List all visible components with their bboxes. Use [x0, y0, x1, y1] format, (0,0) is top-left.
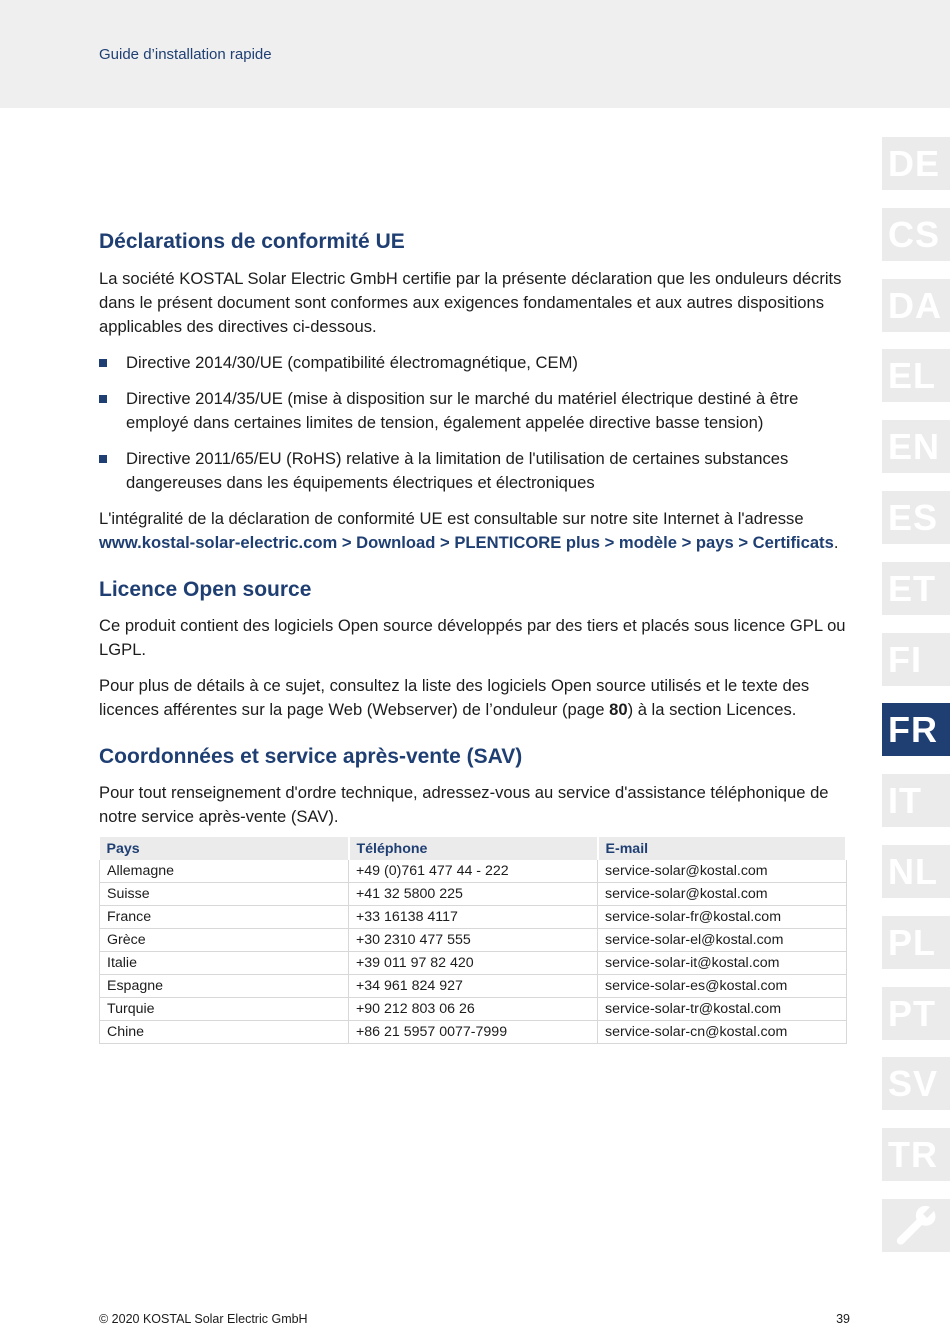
table-row — [100, 906, 847, 929]
email-cell[interactable]: service-solar-cn@kostal.com — [598, 1021, 847, 1044]
bullet-square-icon — [99, 395, 107, 403]
details-text: Pour plus de détails à ce sujet, consultez la liste des logiciels Open source utilisés et le texte des licences afférentes sur la page Web (Webserver) de l’onduleur (page — [99, 676, 810, 719]
document-title: Guide d’installation rapide — [99, 46, 272, 63]
list-item — [99, 387, 854, 435]
section-title-open-source: Licence Open source — [99, 578, 312, 601]
section-title-service: Coordonnées et service après-vente (SAV) — [99, 745, 523, 768]
phone-cell: +30 2310 477 555 — [349, 929, 598, 952]
page-number: 39 — [836, 1312, 850, 1326]
country-cell: Allemagne — [100, 860, 349, 883]
eu-declaration-outro — [99, 507, 854, 555]
footer-copyright: © 2020 KOSTAL Solar Electric GmbH — [99, 1312, 308, 1326]
country-cell: Turquie — [100, 998, 349, 1021]
email-cell[interactable]: service-solar-fr@kostal.com — [598, 906, 847, 929]
phone-cell: +86 21 5957 0077-7999 — [349, 1021, 598, 1044]
column-header-phone: Téléphone — [349, 837, 598, 860]
language-tab-nl[interactable]: NL — [882, 845, 950, 898]
open-source-paragraph: Ce produit contient des logiciels Open source développés par des tiers et placés sous licence GPL ou LGPL. — [99, 616, 846, 659]
language-tab-sv[interactable]: SV — [882, 1057, 950, 1110]
language-tab-it[interactable]: IT — [882, 774, 950, 827]
outro-text: L'intégralité de la déclaration de conformité UE est consultable sur notre site Internet à l'adresse — [99, 509, 804, 528]
country-cell: Grèce — [100, 929, 349, 952]
table-row — [100, 929, 847, 952]
directive-list — [99, 351, 854, 495]
phone-cell: +49 (0)761 477 44 - 222 — [349, 860, 598, 883]
email-cell[interactable]: service-solar-it@kostal.com — [598, 952, 847, 975]
phone-cell: +90 212 803 06 26 — [349, 998, 598, 1021]
language-tab-et[interactable]: ET — [882, 562, 950, 615]
language-tab-fi[interactable]: FI — [882, 633, 950, 686]
wrench-icon — [894, 1203, 938, 1247]
service-contact-table — [99, 837, 847, 1044]
language-tab-de[interactable]: DE — [882, 137, 950, 190]
table-row — [100, 975, 847, 998]
language-tab-pt[interactable]: PT — [882, 987, 950, 1040]
country-cell: Italie — [100, 952, 349, 975]
outro-suffix: . — [833, 533, 839, 552]
page-reference: 80 — [609, 700, 628, 719]
table-row — [100, 860, 847, 883]
phone-cell: +33 16138 4117 — [349, 906, 598, 929]
service-paragraph: Pour tout renseignement d'ordre technique, adressez-vous au service d'assistance téléphonique de notre service après-vente (SAV). — [99, 783, 829, 826]
email-cell[interactable]: service-solar-el@kostal.com — [598, 929, 847, 952]
language-tab-tools[interactable] — [882, 1199, 950, 1252]
main-content — [99, 228, 854, 1044]
phone-cell: +39 011 97 82 420 — [349, 952, 598, 975]
eu-declaration-intro: La société KOSTAL Solar Electric GmbH certifie par la présente déclaration que les onduleurs décrits dans le présent document sont conformes aux exigences fondamentales et aux autres dispositions applicables des directives ci-dessous. — [99, 269, 842, 336]
directive-text: Directive 2014/30/UE (compatibilité électromagnétique, CEM) — [126, 353, 578, 372]
certificates-link[interactable]: www.kostal-solar-electric.com > Download > PLENTICORE plus > modèle > pays > Certificats — [99, 533, 834, 552]
table-row — [100, 883, 847, 906]
email-cell[interactable]: service-solar-es@kostal.com — [598, 975, 847, 998]
directive-text: Directive 2014/35/UE (mise à disposition sur le marché du matériel électrique destiné à être employé dans certaines limites de tension, également appelée directive basse tension) — [126, 389, 799, 432]
section-title-eu-declarations: Déclarations de conformité UE — [99, 230, 405, 253]
language-tab-el[interactable]: EL — [882, 349, 950, 402]
details-suffix: ) à la section Licences. — [627, 700, 797, 719]
language-tab-tr[interactable]: TR — [882, 1128, 950, 1181]
language-tabs — [882, 137, 950, 1270]
email-cell[interactable]: service-solar-tr@kostal.com — [598, 998, 847, 1021]
email-cell[interactable]: service-solar@kostal.com — [598, 883, 847, 906]
table-header-row — [100, 837, 847, 860]
language-tab-cs[interactable]: CS — [882, 208, 950, 261]
language-tab-da[interactable]: DA — [882, 279, 950, 332]
language-tab-fr[interactable]: FR — [882, 703, 950, 756]
table-row — [100, 1021, 847, 1044]
bullet-square-icon — [99, 359, 107, 367]
column-header-email: E-mail — [598, 837, 847, 860]
open-source-details — [99, 674, 854, 722]
page-header — [0, 0, 950, 108]
email-cell[interactable]: service-solar@kostal.com — [598, 860, 847, 883]
list-item — [99, 351, 854, 375]
bullet-square-icon — [99, 455, 107, 463]
directive-text: Directive 2011/65/EU (RoHS) relative à la limitation de l'utilisation de certaines substances dangereuses dans les équipements électriques et électroniques — [126, 449, 789, 492]
list-item — [99, 447, 854, 495]
table-row — [100, 952, 847, 975]
table-row — [100, 998, 847, 1021]
country-cell: Chine — [100, 1021, 349, 1044]
language-tab-en[interactable]: EN — [882, 420, 950, 473]
language-tab-pl[interactable]: PL — [882, 916, 950, 969]
country-cell: Espagne — [100, 975, 349, 998]
country-cell: France — [100, 906, 349, 929]
phone-cell: +34 961 824 927 — [349, 975, 598, 998]
phone-cell: +41 32 5800 225 — [349, 883, 598, 906]
language-tab-es[interactable]: ES — [882, 491, 950, 544]
column-header-country: Pays — [100, 837, 349, 860]
country-cell: Suisse — [100, 883, 349, 906]
